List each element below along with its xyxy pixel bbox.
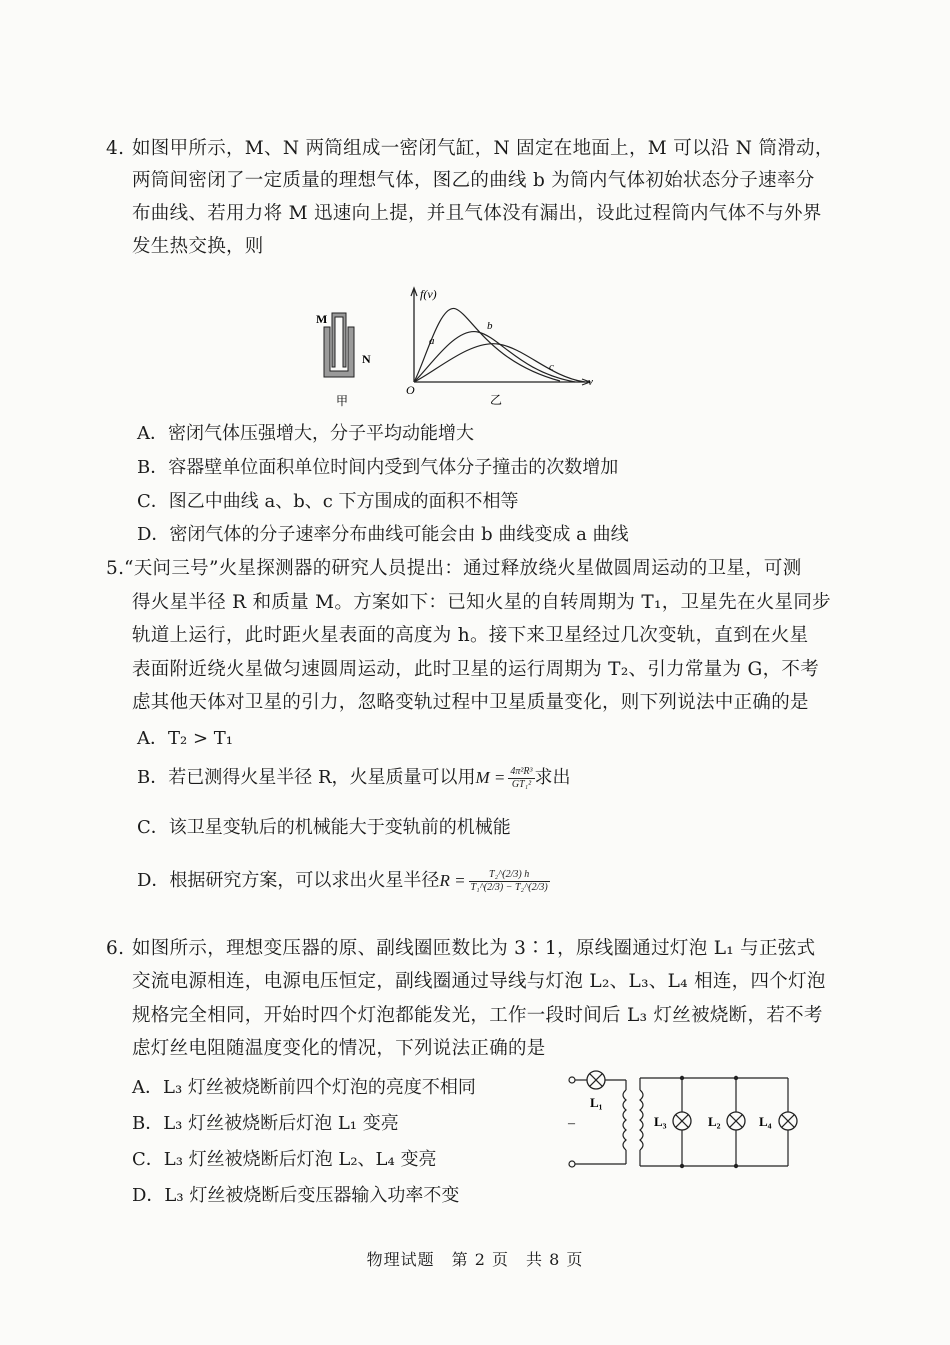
q6-option-b: B．L₃ 灯丝被烧断后灯泡 L₁ 变亮 — [132, 1113, 399, 1134]
q4-figure-yi — [400, 282, 600, 410]
lamp-l4-label: L₄ — [759, 1114, 772, 1129]
curve-c — [414, 344, 585, 382]
secondary-coil — [640, 1090, 643, 1150]
q4-text-line-3: 布曲线、若用力将 M 迅速向上提，并且气体没有漏出，设此过程筒内气体不与外界 — [132, 203, 822, 224]
q6-number: 6. — [106, 938, 125, 959]
label-m: M — [316, 312, 328, 326]
q6-text-line-1: 如图所示，理想变压器的原、副线圈匝数比为 3∶1，原线圈通过灯泡 L₁ 与正弦式 — [132, 938, 816, 959]
q4-number: 4. — [106, 138, 125, 159]
source-mark: – — [568, 1116, 575, 1131]
q6-circuit-diagram — [560, 1064, 800, 1179]
caption-yi: 乙 — [490, 393, 503, 407]
q5-text-line-3: 轨道上运行，此时距火星表面的高度为 h。接下来卫星经过几次变轨，直到在火星 — [132, 625, 809, 646]
lamp-l1-label: L₁ — [590, 1095, 603, 1110]
q5-option-d — [137, 868, 550, 894]
q4-text-line-4: 发生热交换，则 — [132, 236, 264, 257]
primary-coil — [623, 1090, 626, 1150]
caption-jia: 甲 — [336, 394, 349, 408]
q5-option-b-fraction — [508, 766, 534, 791]
q6-option-d: D．L₃ 灯丝被烧断后变压器输入功率不变 — [132, 1185, 460, 1206]
q5-option-d-text: D．根据研究方案，可以求出火星半径 — [137, 870, 440, 891]
terminal-top — [569, 1077, 575, 1083]
q5-option-c: C．该卫星变轨后的机械能大于变轨前的机械能 — [137, 817, 511, 838]
cylinder-n — [324, 327, 354, 377]
q5-option-a: A．T₂ > T₁ — [137, 728, 233, 749]
q5-text-line-2: 得火星半径 R 和质量 M。方案如下：已知火星的自转周期为 T₁，卫星先在火星同步 — [132, 592, 831, 613]
q5-option-d-numerator: T₂^(2/3) h — [469, 869, 550, 882]
q6-text-line-3: 规格完全相同，开始时四个灯泡都能发光，工作一段时间后 L₃ 灯丝被烧断，若不考 — [132, 1005, 823, 1026]
q5-text-line-1: “天问三号”火星探测器的研究人员提出：通过释放绕火星做圆周运动的卫星，可测 — [124, 558, 802, 579]
q6-text-line-2: 交流电源相连，电源电压恒定，副线圈通过导线与灯泡 L₂、L₃、L₄ 相连，四个灯泡 — [132, 971, 826, 992]
q4-text-line-1: 如图甲所示，M、N 两筒组成一密闭气缸，N 固定在地面上，M 可以沿 N 筒滑动， — [132, 138, 834, 159]
cylinder-m — [332, 313, 346, 367]
q4-text-line-2: 两筒间密闭了一定质量的理想气体，图乙的曲线 b 为筒内气体初始状态分子速率分 — [132, 170, 815, 191]
curve-b — [414, 332, 575, 382]
page-footer: 物理试题 第 2 页 共 8 页 — [366, 1250, 584, 1269]
lamp-l3-label: L₃ — [654, 1114, 667, 1129]
terminal-bottom — [569, 1161, 575, 1167]
q5-text-line-5: 虑其他天体对卫星的引力，忽略变轨过程中卫星质量变化，则下列说法中正确的是 — [132, 692, 809, 713]
q4-option-d: D．密闭气体的分子速率分布曲线可能会由 b 曲线变成 a 曲线 — [137, 524, 629, 545]
q6-option-c: C．L₃ 灯丝被烧断后灯泡 L₂、L₄ 变亮 — [132, 1149, 437, 1170]
lamp-l2-label: L₂ — [708, 1114, 721, 1129]
q5-option-b-suffix: 求出 — [534, 767, 571, 788]
q5-option-b-numerator: 4π²R³ — [510, 765, 533, 777]
curve-b-label: b — [487, 320, 493, 332]
q4-option-a: A．密闭气体压强增大，分子平均动能增大 — [137, 423, 474, 444]
q6-text-line-4: 虑灯丝电阻随温度变化的情况，下列说法正确的是 — [132, 1038, 546, 1059]
q5-option-b-denominator: GT₁² — [511, 778, 532, 790]
q4-figure-jia — [310, 305, 380, 410]
curve-c-label: c — [549, 361, 554, 373]
q5-option-b — [137, 765, 571, 791]
q4-option-b: B．容器壁单位面积单位时间内受到气体分子撞击的次数增加 — [137, 457, 619, 478]
q5-number: 5. — [106, 558, 125, 579]
q5-text-line-4: 表面附近绕火星做匀速圆周运动，此时卫星的运行周期为 T₂、引力常量为 G，不考 — [132, 659, 819, 680]
y-axis-label: f(v) — [420, 287, 437, 301]
q5-option-d-denominator: T₁^(2/3) − T₂^(2/3) — [470, 881, 548, 893]
q5-option-d-fraction — [469, 869, 550, 894]
q4-option-c: C．图乙中曲线 a、b、c 下方围成的面积不相等 — [137, 491, 519, 512]
q5-option-b-text: B．若已测得火星半径 R，火星质量可以用 — [137, 767, 476, 788]
x-axis-label: v — [588, 376, 593, 388]
label-n: N — [362, 352, 371, 366]
origin-label: O — [406, 383, 415, 397]
q5-option-d-lhs: R = — [439, 871, 466, 890]
q5-option-b-lhs: M = — [475, 768, 506, 787]
q6-option-a: A．L₃ 灯丝被烧断前四个灯泡的亮度不相同 — [132, 1077, 476, 1098]
curve-a-label: a — [429, 335, 435, 347]
